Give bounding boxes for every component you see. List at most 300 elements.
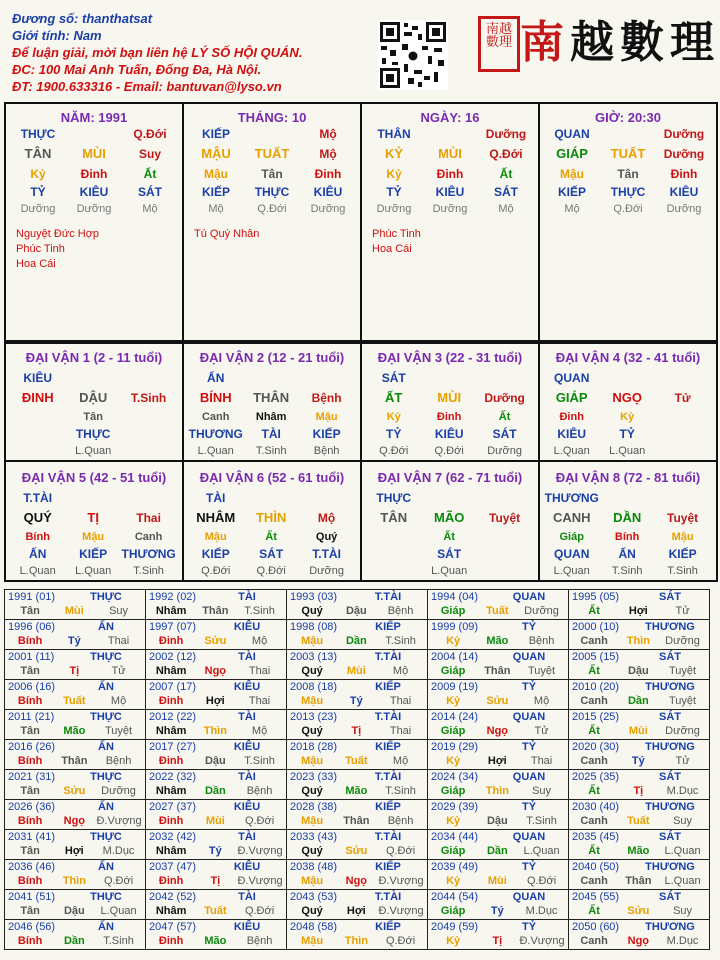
year-cell (428, 710, 569, 740)
year-state: Mộ (392, 665, 409, 677)
year-line (149, 680, 283, 694)
year-cell (5, 800, 146, 830)
year-cell (146, 920, 287, 950)
chi-state: Dưỡng (484, 391, 525, 405)
year-ganzhi-line (290, 664, 424, 678)
hidden-stem: Kỷ (386, 167, 402, 181)
year-state: Q.Đới (244, 815, 275, 827)
year-ganzhi-line (572, 724, 706, 738)
year-can: Quý (301, 905, 323, 917)
pillar-cell (539, 103, 717, 343)
dai-van-cell (539, 461, 717, 581)
hidden-state-row (362, 563, 538, 579)
year-can: Nhâm (155, 905, 187, 917)
chi-state: Suy (138, 147, 161, 161)
hidden-star (366, 545, 421, 563)
year-state: Mộ (251, 725, 268, 737)
year-state: L.Quan (664, 875, 701, 887)
year-ganzhi-line (431, 664, 565, 678)
year-line (431, 830, 565, 844)
year-ganzhi-line (572, 664, 706, 678)
hidden-state: L.Quan (553, 565, 590, 577)
year-label: 2039 (49) (431, 861, 479, 873)
year-can: Kỷ (446, 635, 461, 647)
year-cell (569, 890, 710, 920)
year-cell (569, 590, 710, 620)
can-chi-row (362, 143, 538, 165)
year-ganzhi-line (149, 784, 283, 798)
dai-van-cell (183, 461, 361, 581)
year-can: Kỷ (446, 755, 461, 767)
year-state: Dưỡng (101, 785, 136, 797)
year-line (572, 740, 706, 754)
year-star: THỰC (90, 711, 122, 723)
dai-van-cell (361, 461, 539, 581)
year-chi: Ngọ (486, 725, 509, 737)
hidden-stem: Mậu (560, 167, 584, 181)
year-can: Đinh (158, 815, 184, 827)
year-line (8, 800, 142, 814)
year-cell (5, 830, 146, 860)
year-ganzhi-line (8, 664, 142, 678)
year-chi: Ngọ (345, 875, 368, 887)
year-state: Thai (389, 725, 412, 737)
hidden-star: THƯƠNG (188, 427, 243, 441)
hidden-star: KIẾP (201, 185, 230, 199)
year-state: Mộ (392, 755, 409, 767)
year-can: Nhâm (155, 845, 187, 857)
year-ganzhi-line (8, 754, 142, 768)
chi: MÙI (438, 146, 462, 161)
year-can: Bính (17, 635, 43, 647)
chi-state: Tuyệt (667, 511, 699, 525)
year-state: M.Dục (525, 905, 558, 917)
year-chi: Tị (633, 785, 644, 797)
hidden-state: Q.Đới (257, 203, 287, 215)
year-star: T.TÀI (374, 591, 402, 603)
year-ganzhi-line (290, 844, 424, 858)
ten-god-star: SÁT (381, 371, 406, 385)
can-chi-row (184, 507, 360, 529)
year-cell (287, 680, 428, 710)
year-star: KIẾP (375, 621, 401, 633)
hidden-star: TÀI (261, 427, 281, 441)
dai-van-star-row (6, 489, 182, 507)
year-state: Suy (532, 785, 552, 797)
hidden-state: Dưỡng (20, 203, 56, 215)
year-star: THƯƠNG (645, 861, 695, 873)
hidden-stem: Nhâm (255, 411, 287, 423)
year-star: QUAN (512, 591, 546, 603)
year-can: Kỷ (446, 815, 461, 827)
hidden-stem: Bính (614, 531, 640, 543)
hidden-state: Q.Đới (201, 565, 231, 577)
hidden-state: L.Quan (19, 565, 56, 577)
year-star: KIÊU (233, 621, 261, 633)
year-state: Q.Đới (103, 875, 134, 887)
year-ganzhi-line (572, 904, 706, 918)
ten-god-star: KIẾP (201, 127, 230, 141)
year-chi: Dần (345, 635, 367, 647)
year-line (572, 890, 706, 904)
year-label: 2007 (17) (149, 681, 197, 693)
year-state: Thai (248, 695, 271, 707)
can: GIÁP (556, 146, 588, 161)
year-label: 2027 (37) (149, 801, 197, 813)
year-line (572, 770, 706, 784)
pillar-title: NGÀY: 16 (420, 110, 480, 125)
year-can: Giáp (440, 665, 466, 677)
year-line (149, 590, 283, 604)
year-ganzhi-line (149, 934, 283, 948)
year-ganzhi-line (572, 874, 706, 888)
year-line (431, 920, 565, 934)
year-star: ẤN (98, 801, 114, 813)
year-star: TÀI (238, 891, 256, 903)
year-line (572, 650, 706, 664)
dai-van-title: ĐẠI VẬN 5 (42 - 51 tuổi) (21, 470, 167, 485)
year-line (8, 860, 142, 874)
year-chi: Sửu (63, 785, 86, 797)
year-line (8, 710, 142, 724)
chi-state: Tử (674, 391, 691, 405)
year-can: Đinh (158, 935, 184, 947)
year-star: TÀI (238, 771, 256, 783)
chi-state: Q.Đới (489, 147, 523, 161)
year-cell (569, 620, 710, 650)
year-star: ẤN (98, 921, 114, 933)
hidden-star: ẤN (618, 547, 636, 561)
year-state: Bệnh (246, 785, 273, 797)
year-star: TÀI (238, 651, 256, 663)
year-can: Ất (588, 605, 600, 617)
year-can: Ất (588, 845, 600, 857)
year-cell (5, 680, 146, 710)
year-state: Tuyệt (668, 695, 697, 707)
year-line (149, 800, 283, 814)
hidden-stem (10, 409, 65, 425)
year-chi: Sửu (204, 635, 227, 647)
chi: TUẤT (254, 146, 290, 161)
year-ganzhi-line (8, 694, 142, 708)
year-ganzhi-line (8, 604, 142, 618)
year-cell (287, 890, 428, 920)
year-ganzhi-line (431, 814, 565, 828)
star-state: Mộ (319, 127, 337, 141)
year-label: 2010 (20) (572, 681, 620, 693)
year-can: Bính (17, 755, 43, 767)
hidden-stem: Ất (143, 167, 157, 181)
year-state: Tử (534, 725, 549, 737)
year-can: Giáp (440, 845, 466, 857)
year-cell (569, 920, 710, 950)
note-item: Hoa Cái (372, 243, 412, 255)
year-label: 2048 (58) (290, 921, 338, 933)
hidden-state-row (6, 563, 182, 579)
year-cell (428, 680, 569, 710)
year-state: Tử (111, 665, 126, 677)
year-line (431, 620, 565, 634)
year-chi: Hợi (346, 905, 366, 917)
year-line (572, 860, 706, 874)
year-chi: Sửu (627, 905, 650, 917)
year-star: KIÊU (233, 741, 261, 753)
year-state: T.Sinh (385, 635, 416, 647)
year-cell (287, 620, 428, 650)
year-ganzhi-line (431, 604, 565, 618)
hidden-star-row (540, 425, 716, 443)
year-chi: Mão (63, 725, 86, 737)
hidden-star (477, 545, 532, 563)
pillar-star-row (6, 125, 182, 143)
chi-state: Tuyệt (489, 511, 521, 525)
year-can: Bính (17, 935, 43, 947)
hidden-stem: Ất (498, 411, 511, 423)
spacer (66, 125, 122, 143)
hidden-stem: Ất (499, 167, 513, 181)
hidden-star-row (6, 425, 182, 443)
hidden-state: Mộ (142, 203, 158, 215)
year-star: TỶ (521, 801, 537, 813)
year-can: Kỷ (446, 875, 461, 887)
year-cell (146, 710, 287, 740)
year-chi: Mùi (346, 665, 366, 677)
chi: THÌN (255, 510, 287, 525)
year-ganzhi-line (572, 814, 706, 828)
year-can: Nhâm (155, 665, 187, 677)
year-label: 2013 (23) (290, 711, 338, 723)
year-line (431, 860, 565, 874)
hidden-star: SÁT (437, 547, 462, 561)
year-can: Canh (580, 875, 608, 887)
hidden-star: SÁT (138, 185, 162, 199)
pillar-notes (362, 227, 538, 257)
year-line (8, 590, 142, 604)
year-chi: Mão (345, 785, 368, 797)
hidden-stem: Canh (201, 411, 230, 423)
year-ganzhi-line (8, 874, 142, 888)
dai-van-title: ĐẠI VẬN 6 (52 - 61 tuổi) (199, 470, 345, 485)
year-state: Dưỡng (524, 605, 559, 617)
hidden-state (10, 443, 65, 459)
year-line (290, 620, 424, 634)
hidden-stem-row (540, 165, 716, 183)
year-chi: Hợi (628, 605, 648, 617)
year-ganzhi-line (149, 604, 283, 618)
ten-god-star: THỰC (376, 491, 412, 505)
year-state: Q.Đới (385, 935, 416, 947)
year-state: T.Sinh (103, 935, 134, 947)
year-line (149, 620, 283, 634)
year-star: SÁT (659, 831, 681, 843)
year-can: Quý (301, 665, 323, 677)
year-ganzhi-line (8, 844, 142, 858)
year-can: Canh (580, 635, 608, 647)
year-cell (5, 770, 146, 800)
hidden-stem: Đinh (670, 167, 698, 181)
hidden-star-row (362, 183, 538, 201)
year-star: KIẾP (375, 681, 401, 693)
year-state: Đ.Vượng (237, 845, 283, 857)
can-chi-row (6, 507, 182, 529)
year-ganzhi-line (290, 874, 424, 888)
year-star: THỰC (90, 651, 122, 663)
dai-van-star-row (184, 369, 360, 387)
year-label: 2029 (39) (431, 801, 479, 813)
hidden-star: KIÊU (79, 185, 109, 199)
year-ganzhi-line (149, 814, 283, 828)
year-label: 1991 (01) (8, 591, 56, 603)
year-cell (428, 770, 569, 800)
dai-van-title: ĐẠI VẬN 1 (2 - 11 tuổi) (25, 350, 163, 365)
year-line (149, 860, 283, 874)
year-label: 2024 (34) (431, 771, 479, 783)
year-ganzhi-line (8, 784, 142, 798)
year-chi: Tị (210, 875, 221, 887)
can: ĐINH (21, 390, 54, 405)
year-can: Tân (20, 665, 40, 677)
year-label: 1995 (05) (572, 591, 620, 603)
hidden-stem: Tân (617, 167, 639, 181)
dai-van-cell (361, 341, 539, 461)
hidden-state: T.Sinh (255, 445, 287, 457)
hidden-state: Mộ (208, 203, 224, 215)
can: CANH (552, 510, 591, 525)
year-ganzhi-line (290, 904, 424, 918)
year-label: 2030 (40) (572, 801, 620, 813)
year-line (290, 800, 424, 814)
spacer (600, 125, 656, 143)
year-line (572, 590, 706, 604)
hidden-stem: Mậu (315, 411, 338, 423)
year-can: Quý (301, 845, 323, 857)
year-state: Suy (673, 905, 693, 917)
hidden-state: L.Quan (197, 445, 234, 457)
year-label: 2047 (57) (149, 921, 197, 933)
ten-god-star: THƯƠNG (544, 491, 599, 505)
hidden-star: THỰC (254, 185, 290, 199)
hidden-stem: Canh (134, 531, 163, 543)
year-can: Quý (301, 725, 323, 737)
hidden-star: KIẾP (79, 547, 108, 561)
year-chi: Tý (67, 635, 81, 647)
hidden-star-row (184, 545, 360, 563)
hidden-star: KIÊU (669, 185, 699, 199)
year-label: 2025 (35) (572, 771, 620, 783)
hidden-star: ẤN (29, 547, 47, 561)
year-label: 2003 (13) (290, 651, 338, 663)
year-line (8, 890, 142, 904)
year-cell (5, 920, 146, 950)
dai-van-star-row (362, 369, 538, 387)
year-can: Tân (20, 605, 40, 617)
year-label: 2037 (47) (149, 861, 197, 873)
year-cell (428, 800, 569, 830)
year-cell (146, 890, 287, 920)
gioi-tinh: Giới tính: Nam (12, 28, 102, 43)
year-cell (287, 800, 428, 830)
year-can: Nhâm (155, 605, 187, 617)
year-state: Tuyệt (668, 665, 697, 677)
hidden-star-row (184, 183, 360, 201)
year-ganzhi-line (149, 694, 283, 708)
year-star: SÁT (659, 711, 681, 723)
year-label: 1992 (02) (149, 591, 197, 603)
year-state: T.Sinh (244, 605, 275, 617)
hidden-stem (477, 529, 532, 545)
year-chi: Thìn (62, 875, 86, 887)
year-cell (146, 590, 287, 620)
year-chi: Tị (69, 665, 80, 677)
hidden-stem: Ất (443, 531, 455, 543)
year-cell (5, 740, 146, 770)
hidden-star-row (362, 425, 538, 443)
can-chi-row (184, 387, 360, 409)
year-ganzhi-line (290, 754, 424, 768)
year-ganzhi-line (8, 934, 142, 948)
hidden-state: Dưỡng (309, 565, 344, 577)
hidden-state-row (540, 563, 716, 579)
hidden-star-row (362, 545, 538, 563)
year-can: Mậu (301, 755, 324, 767)
year-state: Mộ (533, 695, 550, 707)
qr-code-icon[interactable] (378, 20, 448, 90)
hidden-star: THỰC (75, 427, 111, 441)
year-label: 1997 (07) (149, 621, 197, 633)
year-cell (146, 680, 287, 710)
year-star: QUAN (512, 651, 546, 663)
hidden-star-row (184, 425, 360, 443)
year-chi: Hợi (64, 845, 84, 857)
year-cell (146, 620, 287, 650)
year-line (290, 650, 424, 664)
year-can: Tân (20, 845, 40, 857)
year-line (290, 920, 424, 934)
year-label: 2014 (24) (431, 711, 479, 723)
year-state: M.Dục (666, 785, 699, 797)
year-state: T.Sinh (385, 785, 416, 797)
year-chi: Thân (343, 815, 370, 827)
year-ganzhi-line (572, 604, 706, 618)
hidden-star: TỶ (386, 427, 402, 441)
year-ganzhi-line (431, 934, 565, 948)
hidden-star: KIÊU (434, 427, 464, 441)
year-can: Canh (580, 815, 608, 827)
year-chi: Mão (204, 935, 227, 947)
year-cell (569, 830, 710, 860)
hidden-state-row (184, 443, 360, 459)
hidden-state: L.Quan (609, 445, 646, 457)
year-star: THƯƠNG (645, 801, 695, 813)
year-chi: Dần (627, 695, 649, 707)
year-state: Bệnh (105, 755, 132, 767)
year-chi: Dậu (486, 815, 508, 827)
dai-van-title: ĐẠI VẬN 7 (62 - 71 tuổi) (377, 470, 523, 485)
hidden-star (10, 425, 65, 443)
year-star: TỶ (521, 621, 537, 633)
year-chi: Thìn (203, 725, 227, 737)
hidden-stem: Mậu (671, 531, 694, 543)
hidden-state: Q.Đới (613, 203, 643, 215)
lien-he: Để luận giải, mời bạn liên hệ LÝ SỐ HỘI QUÁN. (12, 45, 303, 60)
note-item: Nguyệt Đức Hợp (16, 228, 100, 240)
hidden-star-row (540, 545, 716, 563)
year-label: 2021 (31) (8, 771, 56, 783)
year-can: Mậu (301, 695, 324, 707)
year-state: L.Quan (523, 845, 560, 857)
hidden-star: THỰC (610, 185, 646, 199)
can-chi-row (362, 387, 538, 409)
